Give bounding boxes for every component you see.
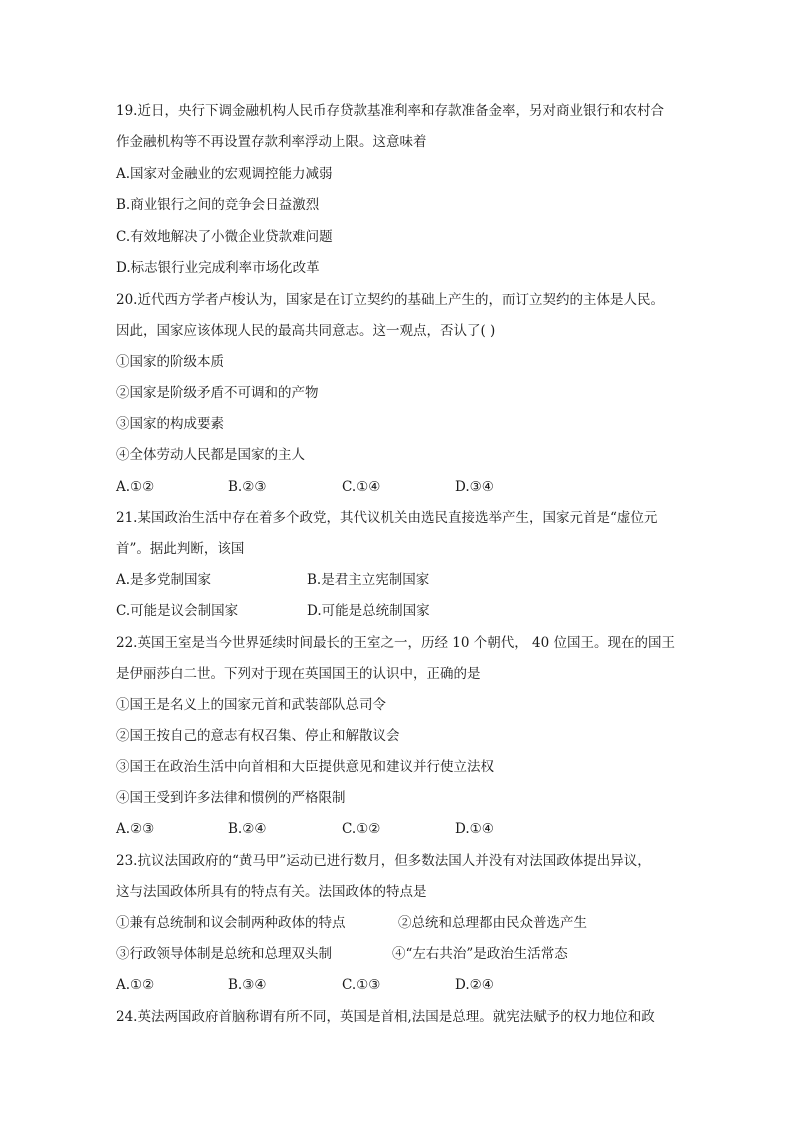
q23-statement-4: ④“左右共治”是政治生活常态 [392,946,568,962]
q22-stem-line-2: 是伊丽莎白二世。下列对于现在英国国王的认识中，正确的是 [116,666,481,682]
q20-statement-4: ④全体劳动人民都是国家的主人 [116,447,305,463]
q20-option-a: A.①② [116,479,155,495]
q19-option-d: D.标志银行业完成利率市场化改革 [116,260,320,276]
q19-option-a: A.国家对金融业的宏观调控能力减弱 [116,166,333,182]
q23-statement-3: ③行政领导体制是总统和总理双头制 [116,946,332,962]
q21-option-c: C.可能是议会制国家 [116,603,239,619]
q22-option-d: D.①④ [455,821,494,837]
q21-option-d: D.可能是总统制国家 [307,603,430,619]
q20-statement-1: ①国家的阶级本质 [116,354,224,370]
q20-stem-line-1: 20.近代西方学者卢梭认为，国家是在订立契约的基础上产生的，而订立契约的主体是人民。 [116,292,664,308]
q20-option-c: C.①④ [342,479,381,495]
q23-option-d: D.②④ [455,977,494,993]
q23-option-c: C.①③ [342,977,381,993]
q23-statement-1: ①兼有总统制和议会制两种政体的特点 [116,915,346,931]
q21-option-a: A.是多党制国家 [116,572,212,588]
q19-stem-line-1: 19.近日，央行下调金融机构人民币存贷款基准利率和存款准备金率，另对商业银行和农村合 [116,103,664,119]
q21-stem-line-2: 首”。据此判断，该国 [116,541,245,557]
q23-statement-2: ②总统和总理都由民众普选产生 [398,915,587,931]
q19-stem-line-2: 作金融机构等不再设置存款利率浮动上限。这意味着 [116,134,427,150]
q22-statement-4: ④国王受到许多法律和惯例的严格限制 [116,790,346,806]
q22-option-c: C.①② [342,821,381,837]
q20-statement-3: ③国家的构成要素 [116,416,224,432]
q23-option-b: B.③④ [228,977,267,993]
q22-stem-line-1: 22.英国王室是当今世界延续时间最长的王室之一，历经 10 个朝代， 40 位国王。现在的国王 [116,635,675,651]
q19-option-c: C.有效地解决了小微企业贷款难问题 [116,229,333,245]
q22-statement-2: ②国王按自己的意志有权召集、停止和解散议会 [116,728,400,744]
q20-option-d: D.③④ [455,479,494,495]
q22-statement-1: ①国王是名义上的国家元首和武装部队总司令 [116,697,386,713]
q21-option-b: B.是君主立宪制国家 [307,572,430,588]
q22-statement-3: ③国王在政治生活中向首相和大臣提供意见和建议并行使立法权 [116,759,494,775]
q23-option-a: A.①② [116,977,155,993]
q20-option-b: B.②③ [228,479,267,495]
q22-option-b: B.②④ [228,821,267,837]
q19-option-b: B.商业银行之间的竞争会日益激烈 [116,197,320,213]
q20-stem-line-2: 因此，国家应该体现人民的最高共同意志。这一观点，否认了( ) [116,323,496,339]
q20-statement-2: ②国家是阶级矛盾不可调和的产物 [116,385,319,401]
q23-stem-line-2: 这与法国政体所具有的特点有关。法国政体的特点是 [116,884,427,900]
q24-stem-line-1: 24.英法两国政府首脑称谓有所不同，英国是首相,法国是总理。就宪法赋予的权力地位和政 [116,1009,655,1025]
q21-stem-line-1: 21.某国政治生活中存在着多个政党，其代议机关由选民直接选举产生，国家元首是“虚位元 [116,510,658,526]
q22-option-a: A.②③ [116,821,155,837]
q23-stem-line-1: 23.抗议法国政府的“黄马甲”运动已进行数月，但多数法国人并没有对法国政体提出异议， [116,853,651,869]
